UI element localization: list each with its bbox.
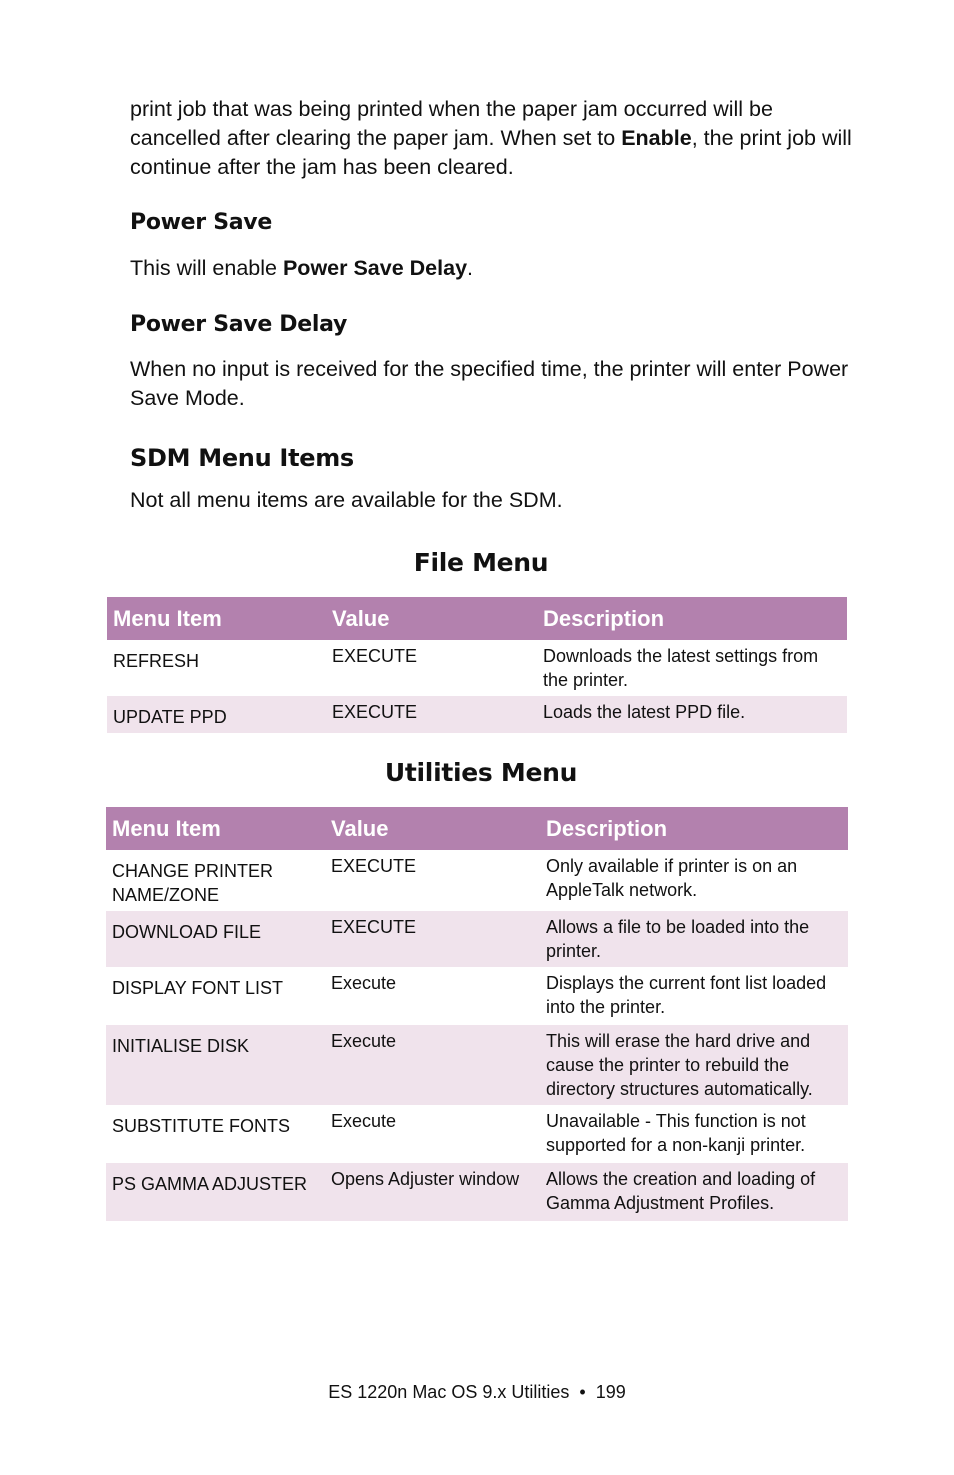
intro-text-2: , the print job will continue after the jam has been cleared. xyxy=(130,126,852,179)
value-cell: Execute xyxy=(331,1111,397,1131)
description-cell: Loads the latest PPD file. xyxy=(537,696,847,733)
footer-separator: • xyxy=(579,1382,586,1402)
column-header-menu-item: Menu Item xyxy=(106,807,325,850)
description-cell: Allows the creation and loading of Gamma Adjustment Profiles. xyxy=(540,1163,848,1221)
table-row xyxy=(107,696,847,733)
description-cell: Displays the current font list loaded into the printer. xyxy=(546,973,827,1017)
footer-title: ES 1220n Mac OS 9.x Utilities xyxy=(328,1382,570,1402)
power-save-delay-heading: Power Save Delay xyxy=(130,312,348,337)
power-save-heading: Power Save xyxy=(130,210,272,235)
sdm-paragraph: Not all menu items are available for the SDM. xyxy=(130,488,563,512)
value-cell: Execute xyxy=(331,973,397,993)
power-save-text-end: . xyxy=(467,256,474,280)
value-cell: EXECUTE xyxy=(332,646,418,666)
page-footer xyxy=(0,1382,954,1403)
column-header-value: Value xyxy=(325,807,540,850)
value-cell: Opens Adjuster window xyxy=(325,1163,540,1221)
description-cell: Only available if printer is on an AppleTalk network. xyxy=(546,856,798,900)
description-cell: Allows a file to be loaded into the printer. xyxy=(540,911,848,967)
menu-item-cell: REFRESH xyxy=(113,651,200,671)
table-row xyxy=(106,1025,848,1105)
table-row xyxy=(106,967,848,1025)
page-number: 199 xyxy=(595,1382,626,1402)
menu-item-cell: INITIALISE DISK xyxy=(106,1025,325,1105)
file-menu-title: File Menu xyxy=(413,548,549,577)
table-row xyxy=(106,850,848,911)
sdm-heading: SDM Menu Items xyxy=(130,444,354,472)
utilities-menu-title: Utilities Menu xyxy=(384,758,578,787)
column-header-value: Value xyxy=(326,597,537,640)
description-cell: This will erase the hard drive and cause the printer to rebuild the directory structures automatically. xyxy=(540,1025,848,1105)
menu-item-cell: UPDATE PPD xyxy=(107,696,326,733)
column-header-description: Description xyxy=(540,807,848,850)
value-cell: EXECUTE xyxy=(331,856,417,876)
menu-item-cell: DOWNLOAD FILE xyxy=(106,911,325,967)
table-row xyxy=(107,640,847,696)
file-menu-table xyxy=(107,597,847,733)
description-cell: Unavailable - This function is not supported for a non-kanji printer. xyxy=(546,1111,806,1155)
column-header-menu-item: Menu Item xyxy=(107,597,326,640)
power-save-paragraph xyxy=(130,254,855,283)
intro-text-1: print job that was being printed when the paper jam occurred will be cancelled after clearing the paper jam. When set to xyxy=(130,97,773,150)
value-cell: EXECUTE xyxy=(326,696,537,733)
description-cell: Downloads the latest settings from the printer. xyxy=(543,646,819,690)
table-row xyxy=(106,1163,848,1221)
utilities-menu-header-row xyxy=(106,807,848,850)
column-header-description: Description xyxy=(537,597,847,640)
menu-item-cell: CHANGE PRINTER NAME/ZONE xyxy=(112,861,274,905)
menu-item-cell: SUBSTITUTE FONTS xyxy=(112,1116,291,1136)
intro-paragraph xyxy=(130,95,855,182)
table-row xyxy=(106,911,848,967)
table-row xyxy=(106,1105,848,1163)
value-cell: EXECUTE xyxy=(325,911,540,967)
value-cell: Execute xyxy=(325,1025,540,1105)
power-save-delay-paragraph: When no input is received for the specified time, the printer will enter Power Save Mode. xyxy=(130,357,849,410)
power-save-bold: Power Save Delay xyxy=(282,256,468,280)
menu-item-cell: DISPLAY FONT LIST xyxy=(112,978,284,998)
menu-item-cell: PS GAMMA ADJUSTER xyxy=(106,1163,325,1221)
file-menu-header-row xyxy=(107,597,847,640)
power-save-text: This will enable xyxy=(130,256,283,280)
intro-bold: Enable xyxy=(621,126,692,150)
utilities-menu-table xyxy=(106,807,848,1221)
